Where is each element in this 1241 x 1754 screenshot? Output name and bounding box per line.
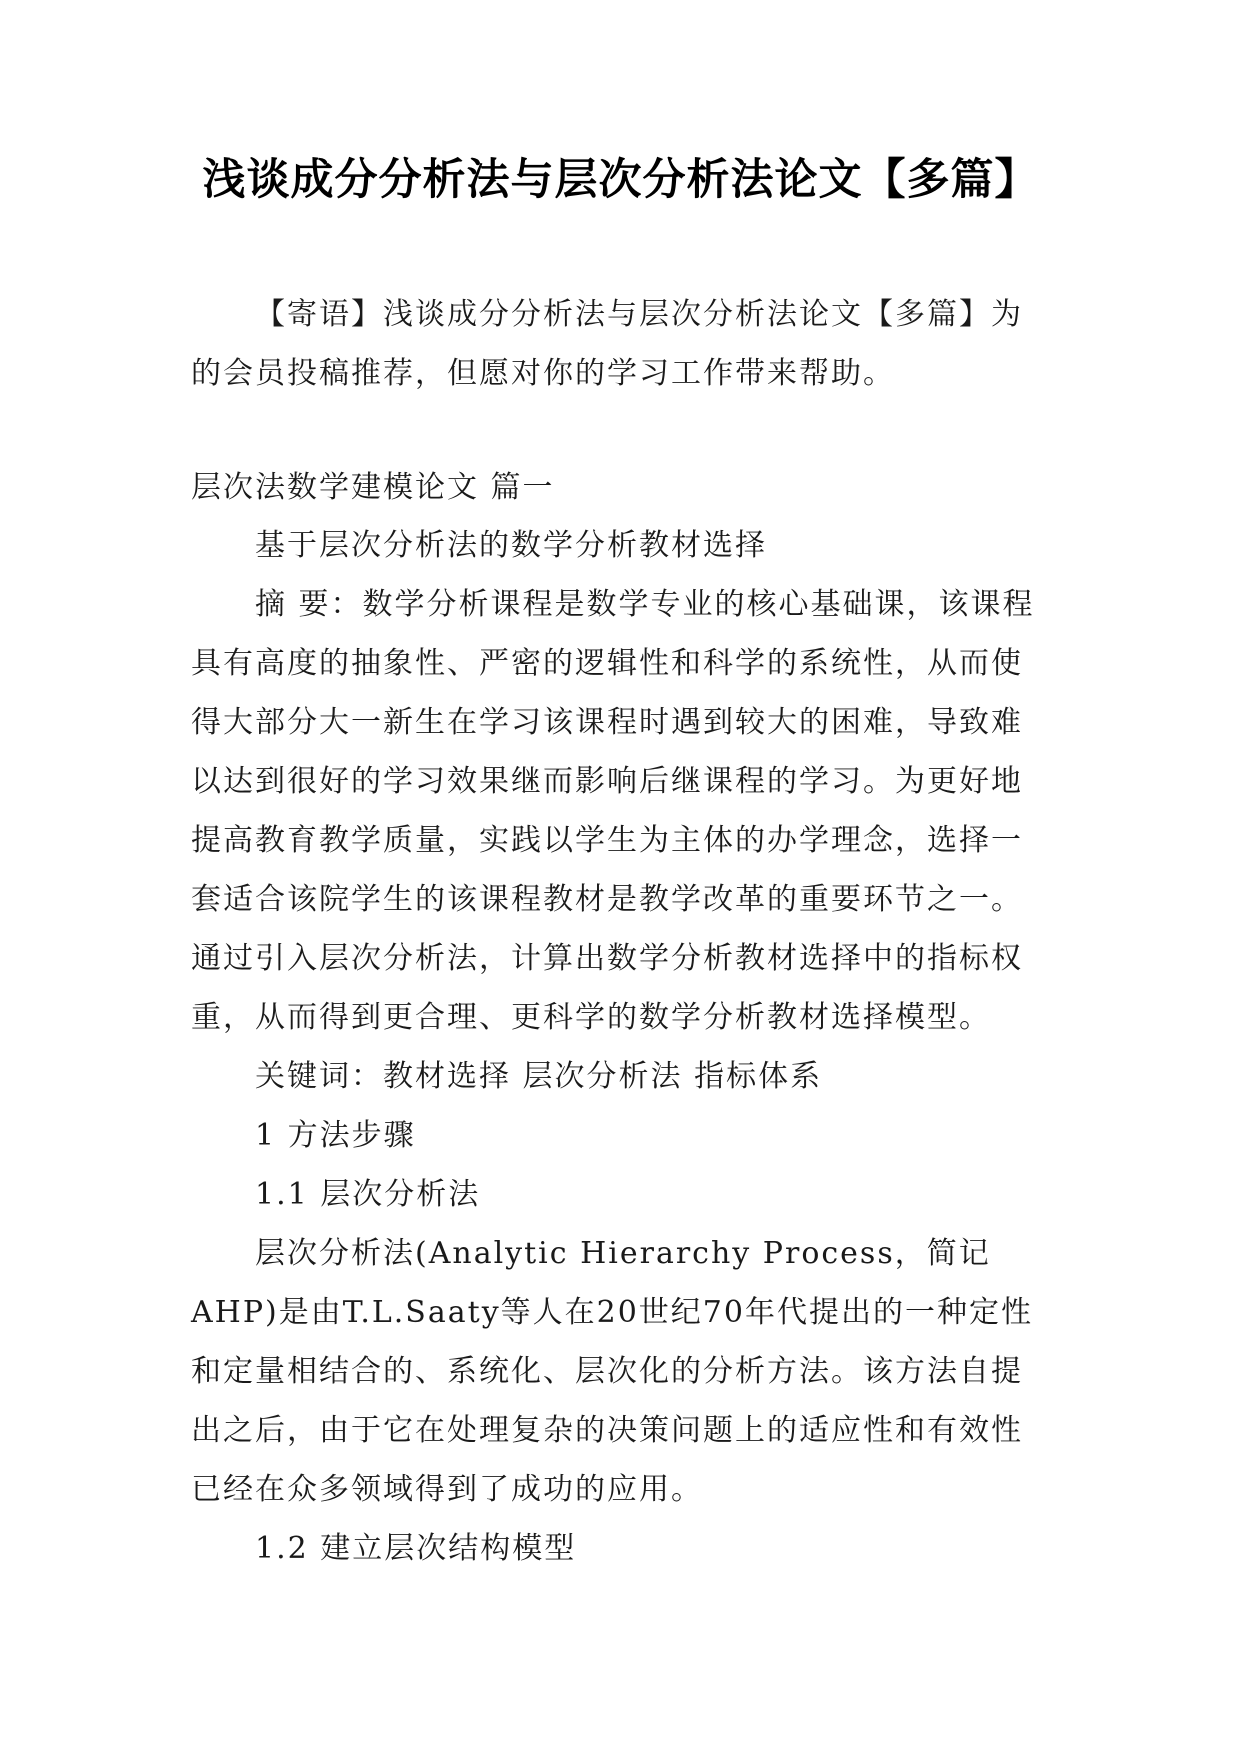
section-title: 层次法数学建模论文 篇一 xyxy=(191,470,555,505)
article-body xyxy=(191,516,1053,1578)
abstract-paragraph: 摘 要：数学分析课程是数学专业的核心基础课，该课程具有高度的抽象性、严密的逻辑性和科学的系统性，从而使得大部分大一新生在学习该课程时遇到较大的困难，导致难以达到很好的学习效果继而影响后继课程的学习。为更好地提高教育教学质量，实践以学生为主体的办学理念，选择一套适合该院学生的该课程教材是教学改革的重要环节之一。通过引入层次分析法，计算出数学分析教材选择中的指标权重，从而得到更合理、更科学的数学分析教材选择模型。 xyxy=(191,587,1035,1035)
heading-ahp: 1.1 层次分析法 xyxy=(255,1177,481,1212)
ahp-description-paragraph: 层次分析法(Analytic Hierarchy Process，简记AHP)是由T.L.Saaty等人在20世纪70年代提出的一种定性和定量相结合的、系统化、层次化的分析方法。该方法自提出之后，由于它在处理复杂的决策问题上的适应性和有效性已经在众多领域得到了成功的应用。 xyxy=(191,1236,1033,1507)
document-title: 浅谈成分分析法与层次分析法论文【多篇】 xyxy=(202,155,1039,205)
intro-paragraph: 【寄语】浅谈成分分析法与层次分析法论文【多篇】为的会员投稿推荐，但愿对你的学习工作带来帮助。 xyxy=(191,297,1023,391)
keywords-paragraph: 关键词：教材选择 层次分析法 指标体系 xyxy=(255,1059,823,1094)
heading-hierarchy-model: 1.2 建立层次结构模型 xyxy=(255,1531,577,1566)
article-subtitle: 基于层次分析法的数学分析教材选择 xyxy=(255,528,767,563)
heading-method-steps: 1 方法步骤 xyxy=(255,1118,416,1153)
